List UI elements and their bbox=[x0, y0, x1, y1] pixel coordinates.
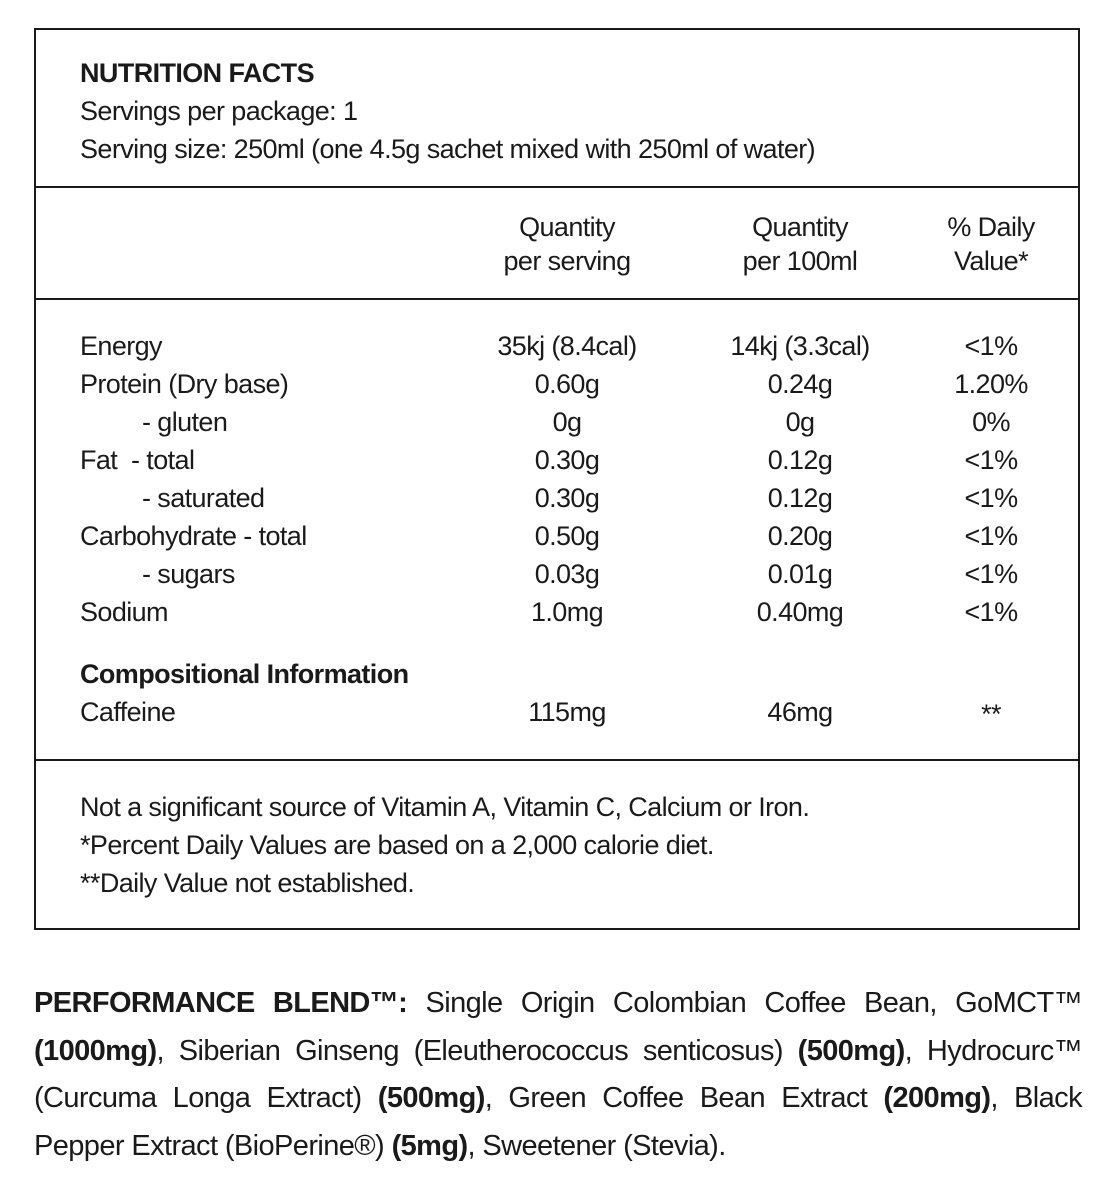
row-per-100ml: 0.24g bbox=[767, 369, 833, 399]
row-per-100ml: 14kj (3.3cal) bbox=[730, 331, 870, 361]
serving-size: Serving size: 250ml (one 4.5g sachet mixed with 250ml of water) bbox=[80, 134, 816, 164]
row-label: Protein (Dry base) bbox=[80, 369, 289, 399]
ingredient-text: , Sweetener (Stevia). bbox=[467, 1129, 726, 1162]
row-daily-value: <1% bbox=[964, 559, 1018, 589]
row-per-serving: 0.30g bbox=[534, 445, 600, 475]
row-per-serving: 35kj (8.4cal) bbox=[497, 331, 637, 361]
row-label: Carbohydrate - total bbox=[80, 521, 307, 551]
footnote: *Percent Daily Values are based on a 2,000 calorie diet. bbox=[80, 830, 714, 860]
row-per-100ml: 0.20g bbox=[767, 521, 833, 551]
divider bbox=[36, 298, 1078, 300]
column-header-daily-value: % Daily Value* bbox=[947, 212, 1035, 276]
row-label: - gluten bbox=[142, 407, 228, 437]
row-per-serving: 0.03g bbox=[534, 559, 600, 589]
row-label: Energy bbox=[80, 331, 162, 361]
divider bbox=[36, 186, 1078, 188]
ingredient-text: Single Origin Colombian Coffee Bean, GoMCT™ bbox=[407, 987, 1082, 1019]
row-label: - saturated bbox=[142, 483, 265, 513]
row-per-serving: 0.30g bbox=[534, 483, 600, 513]
performance-blend-ingredients bbox=[34, 980, 1082, 1170]
ingredient-text: , Siberian Ginseng (Eleutherococcus senticosus) bbox=[156, 1034, 798, 1067]
row-daily-value: 1.20% bbox=[954, 369, 1028, 399]
ingredient-amount: (5mg) bbox=[391, 1129, 468, 1162]
row-label: Sodium bbox=[80, 597, 168, 627]
caffeine-daily-value: ** bbox=[981, 699, 1001, 729]
row-daily-value: 0% bbox=[972, 407, 1010, 437]
row-label: Fat - total bbox=[80, 445, 195, 475]
caffeine-label: Caffeine bbox=[80, 697, 176, 727]
row-daily-value: <1% bbox=[964, 597, 1018, 627]
row-per-serving: 0g bbox=[552, 407, 582, 437]
row-per-100ml: 0.01g bbox=[767, 559, 833, 589]
ingredient-text: , Green Coffee Bean Extract bbox=[484, 1082, 884, 1114]
row-per-serving: 0.50g bbox=[534, 521, 600, 551]
row-daily-value: <1% bbox=[964, 331, 1018, 361]
row-per-100ml: 0g bbox=[785, 407, 815, 437]
divider bbox=[36, 759, 1078, 761]
ingredient-amount: (200mg) bbox=[883, 1082, 991, 1114]
ingredient-amount: (500mg) bbox=[377, 1082, 485, 1114]
ingredient-text: , Hydrocurc™ (Curcuma Longa Extract) bbox=[34, 1034, 1082, 1114]
ingredient-amount: (1000mg) bbox=[34, 1034, 157, 1067]
column-header-per-100ml: Quantity per 100ml bbox=[742, 212, 858, 276]
row-per-100ml: 0.12g bbox=[767, 445, 833, 475]
row-label: - sugars bbox=[142, 559, 235, 589]
row-daily-value: <1% bbox=[964, 445, 1018, 475]
footnote: Not a significant source of Vitamin A, Vitamin C, Calcium or Iron. bbox=[80, 792, 810, 822]
column-header-per-serving: Quantity per serving bbox=[503, 212, 631, 276]
blend-title: PERFORMANCE BLEND™: bbox=[34, 987, 408, 1019]
row-per-serving: 1.0mg bbox=[530, 597, 604, 627]
row-per-100ml: 0.12g bbox=[767, 483, 833, 513]
ingredient-text: , Black Pepper Extract (BioPerine®) bbox=[34, 1082, 1082, 1162]
row-daily-value: <1% bbox=[964, 483, 1018, 513]
nutrition-title: NUTRITION FACTS bbox=[80, 58, 314, 88]
ingredient-amount: (500mg) bbox=[797, 1034, 905, 1067]
nutrition-facts-panel bbox=[34, 28, 1080, 930]
caffeine-per-serving: 115mg bbox=[528, 697, 606, 727]
row-per-serving: 0.60g bbox=[534, 369, 600, 399]
caffeine-per-100ml: 46mg bbox=[767, 697, 833, 727]
row-per-100ml: 0.40mg bbox=[756, 597, 844, 627]
servings-per-package: Servings per package: 1 bbox=[80, 96, 358, 126]
row-daily-value: <1% bbox=[964, 521, 1018, 551]
footnote: **Daily Value not established. bbox=[80, 868, 415, 898]
compositional-heading: Compositional Information bbox=[80, 659, 409, 689]
